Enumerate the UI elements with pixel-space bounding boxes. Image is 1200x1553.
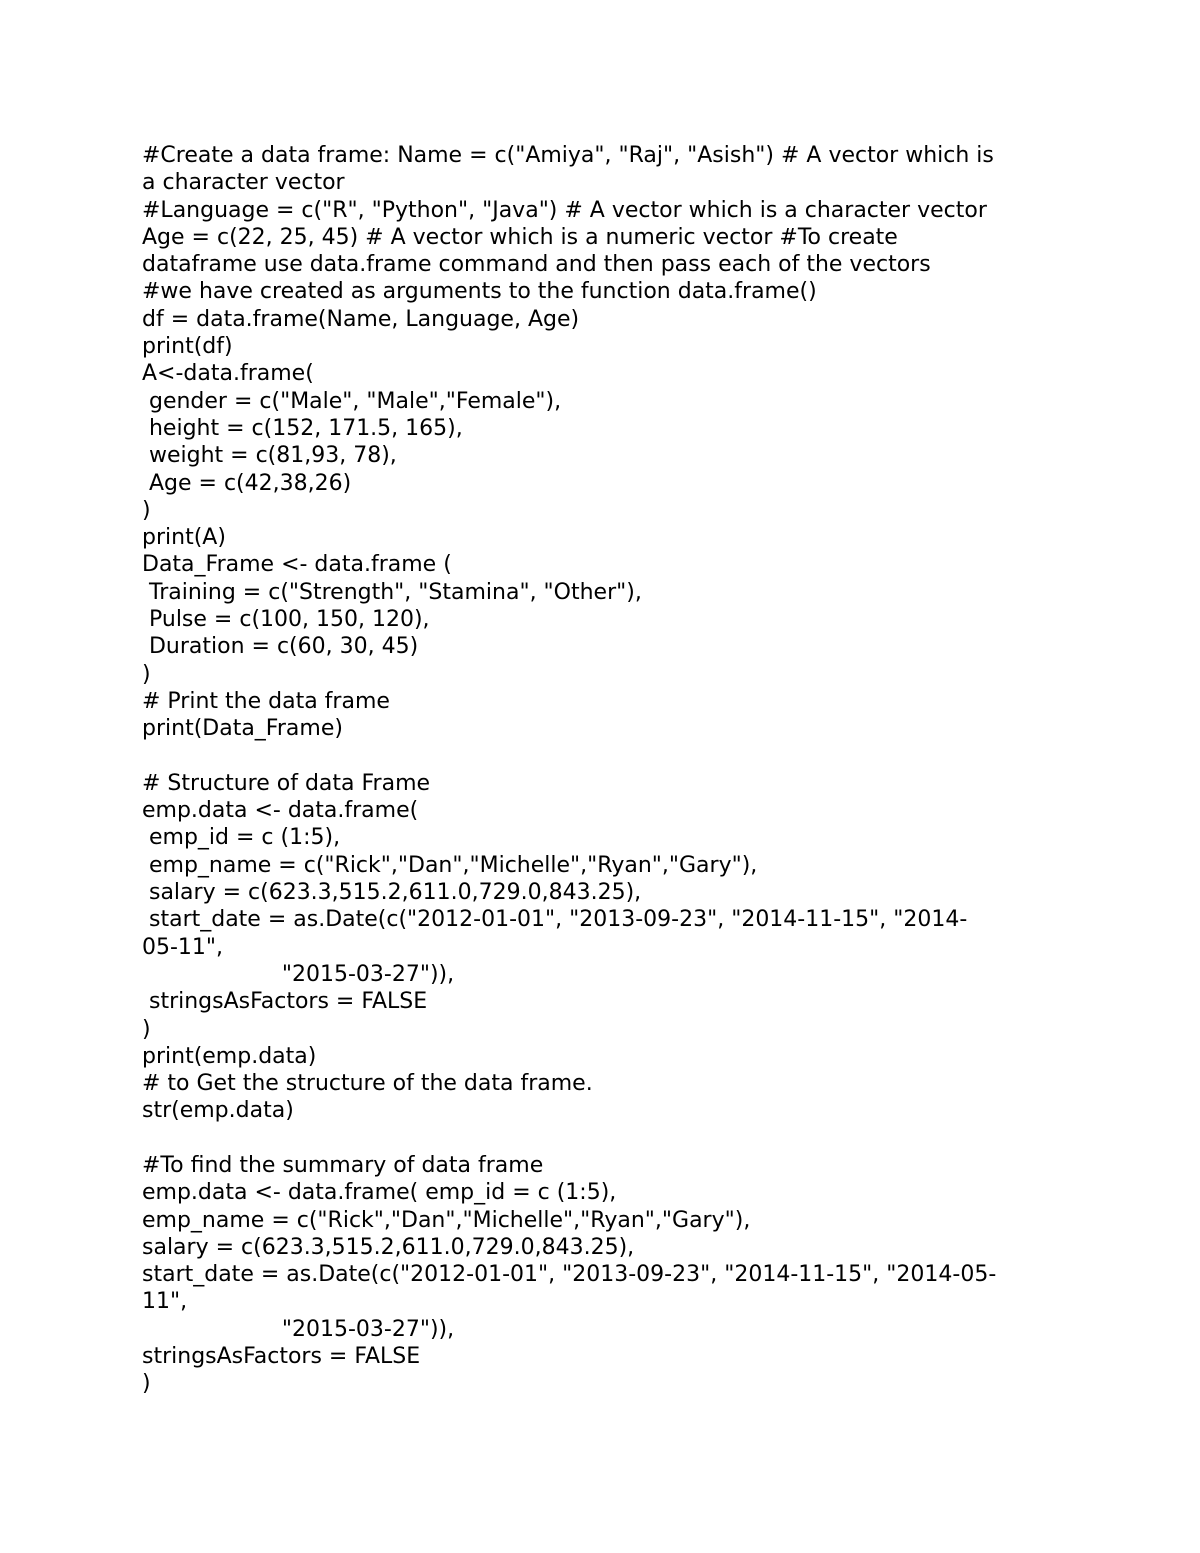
text-line: ): [142, 661, 151, 687]
text-line: salary = c(623.3,515.2,611.0,729.0,843.25),: [142, 880, 642, 906]
text-line: emp.data <- data.frame(: [142, 798, 419, 824]
text-line: #To find the summary of data frame: [142, 1152, 544, 1178]
text-line: height = c(152, 171.5, 165),: [142, 415, 463, 441]
text-line: gender = c("Male", "Male","Female"),: [142, 388, 562, 414]
text-line: ): [142, 1371, 151, 1397]
text-line: "2015-03-27")),: [142, 1316, 455, 1342]
text-line: #Create a data frame: Name = c("Amiya", "Raj", "Asish") # A vector which is: [142, 143, 994, 168]
text-line: # to Get the structure of the data frame.: [142, 1071, 593, 1097]
text-line: df = data.frame(Name, Language, Age): [142, 306, 580, 332]
text-line: emp_name = c("Rick","Dan","Michelle","Ryan","Gary"),: [142, 852, 758, 878]
text-line: Age = c(22, 25, 45) # A vector which is a numeric vector #To create: [142, 224, 898, 250]
text-line: start_date = as.Date(c("2012-01-01", "2013-09-23", "2014-11-15", "2014-05-: [142, 1262, 997, 1288]
text-line: emp_id = c (1:5),: [142, 825, 341, 851]
text-line: a character vector: [142, 170, 345, 196]
text-line: Pulse = c(100, 150, 120),: [142, 607, 430, 633]
text-line: dataframe use data.frame command and then pass each of the vectors: [142, 252, 931, 278]
text-line: ): [142, 1016, 151, 1042]
text-line: emp.data <- data.frame( emp_id = c (1:5),: [142, 1180, 617, 1206]
text-line: Training = c("Strength", "Stamina", "Other"),: [142, 579, 642, 605]
text-line: weight = c(81,93, 78),: [142, 443, 397, 469]
text-line: # Structure of data Frame: [142, 770, 431, 796]
text-line: Duration = c(60, 30, 45): [142, 634, 419, 660]
text-line: stringsAsFactors = FALSE: [142, 1344, 421, 1370]
code-text-block: [142, 142, 1082, 1398]
blank-line: [142, 743, 1082, 770]
text-line: print(df): [142, 334, 233, 360]
text-line: Age = c(42,38,26): [142, 470, 352, 496]
text-line: 11",: [142, 1289, 188, 1315]
blank-line: [142, 1125, 1082, 1152]
text-line: # Print the data frame: [142, 688, 390, 714]
text-line: "2015-03-27")),: [142, 961, 455, 987]
text-line: #we have created as arguments to the function data.frame(): [142, 279, 817, 305]
text-line: ): [142, 497, 151, 523]
text-line: salary = c(623.3,515.2,611.0,729.0,843.25),: [142, 1234, 635, 1260]
text-line: emp_name = c("Rick","Dan","Michelle","Ryan","Gary"),: [142, 1207, 751, 1233]
text-line: print(emp.data): [142, 1043, 317, 1069]
text-line: print(Data_Frame): [142, 716, 343, 742]
text-line: stringsAsFactors = FALSE: [142, 989, 428, 1015]
text-line: Data_Frame <- data.frame (: [142, 552, 452, 578]
text-line: start_date = as.Date(c("2012-01-01", "2013-09-23", "2014-11-15", "2014-: [142, 907, 968, 933]
text-line: 05-11",: [142, 934, 224, 960]
text-line: #Language = c("R", "Python", "Java") # A vector which is a character vector: [142, 197, 987, 223]
text-line: print(A): [142, 525, 226, 551]
text-line: str(emp.data): [142, 1098, 294, 1124]
text-line: A<-data.frame(: [142, 361, 314, 387]
